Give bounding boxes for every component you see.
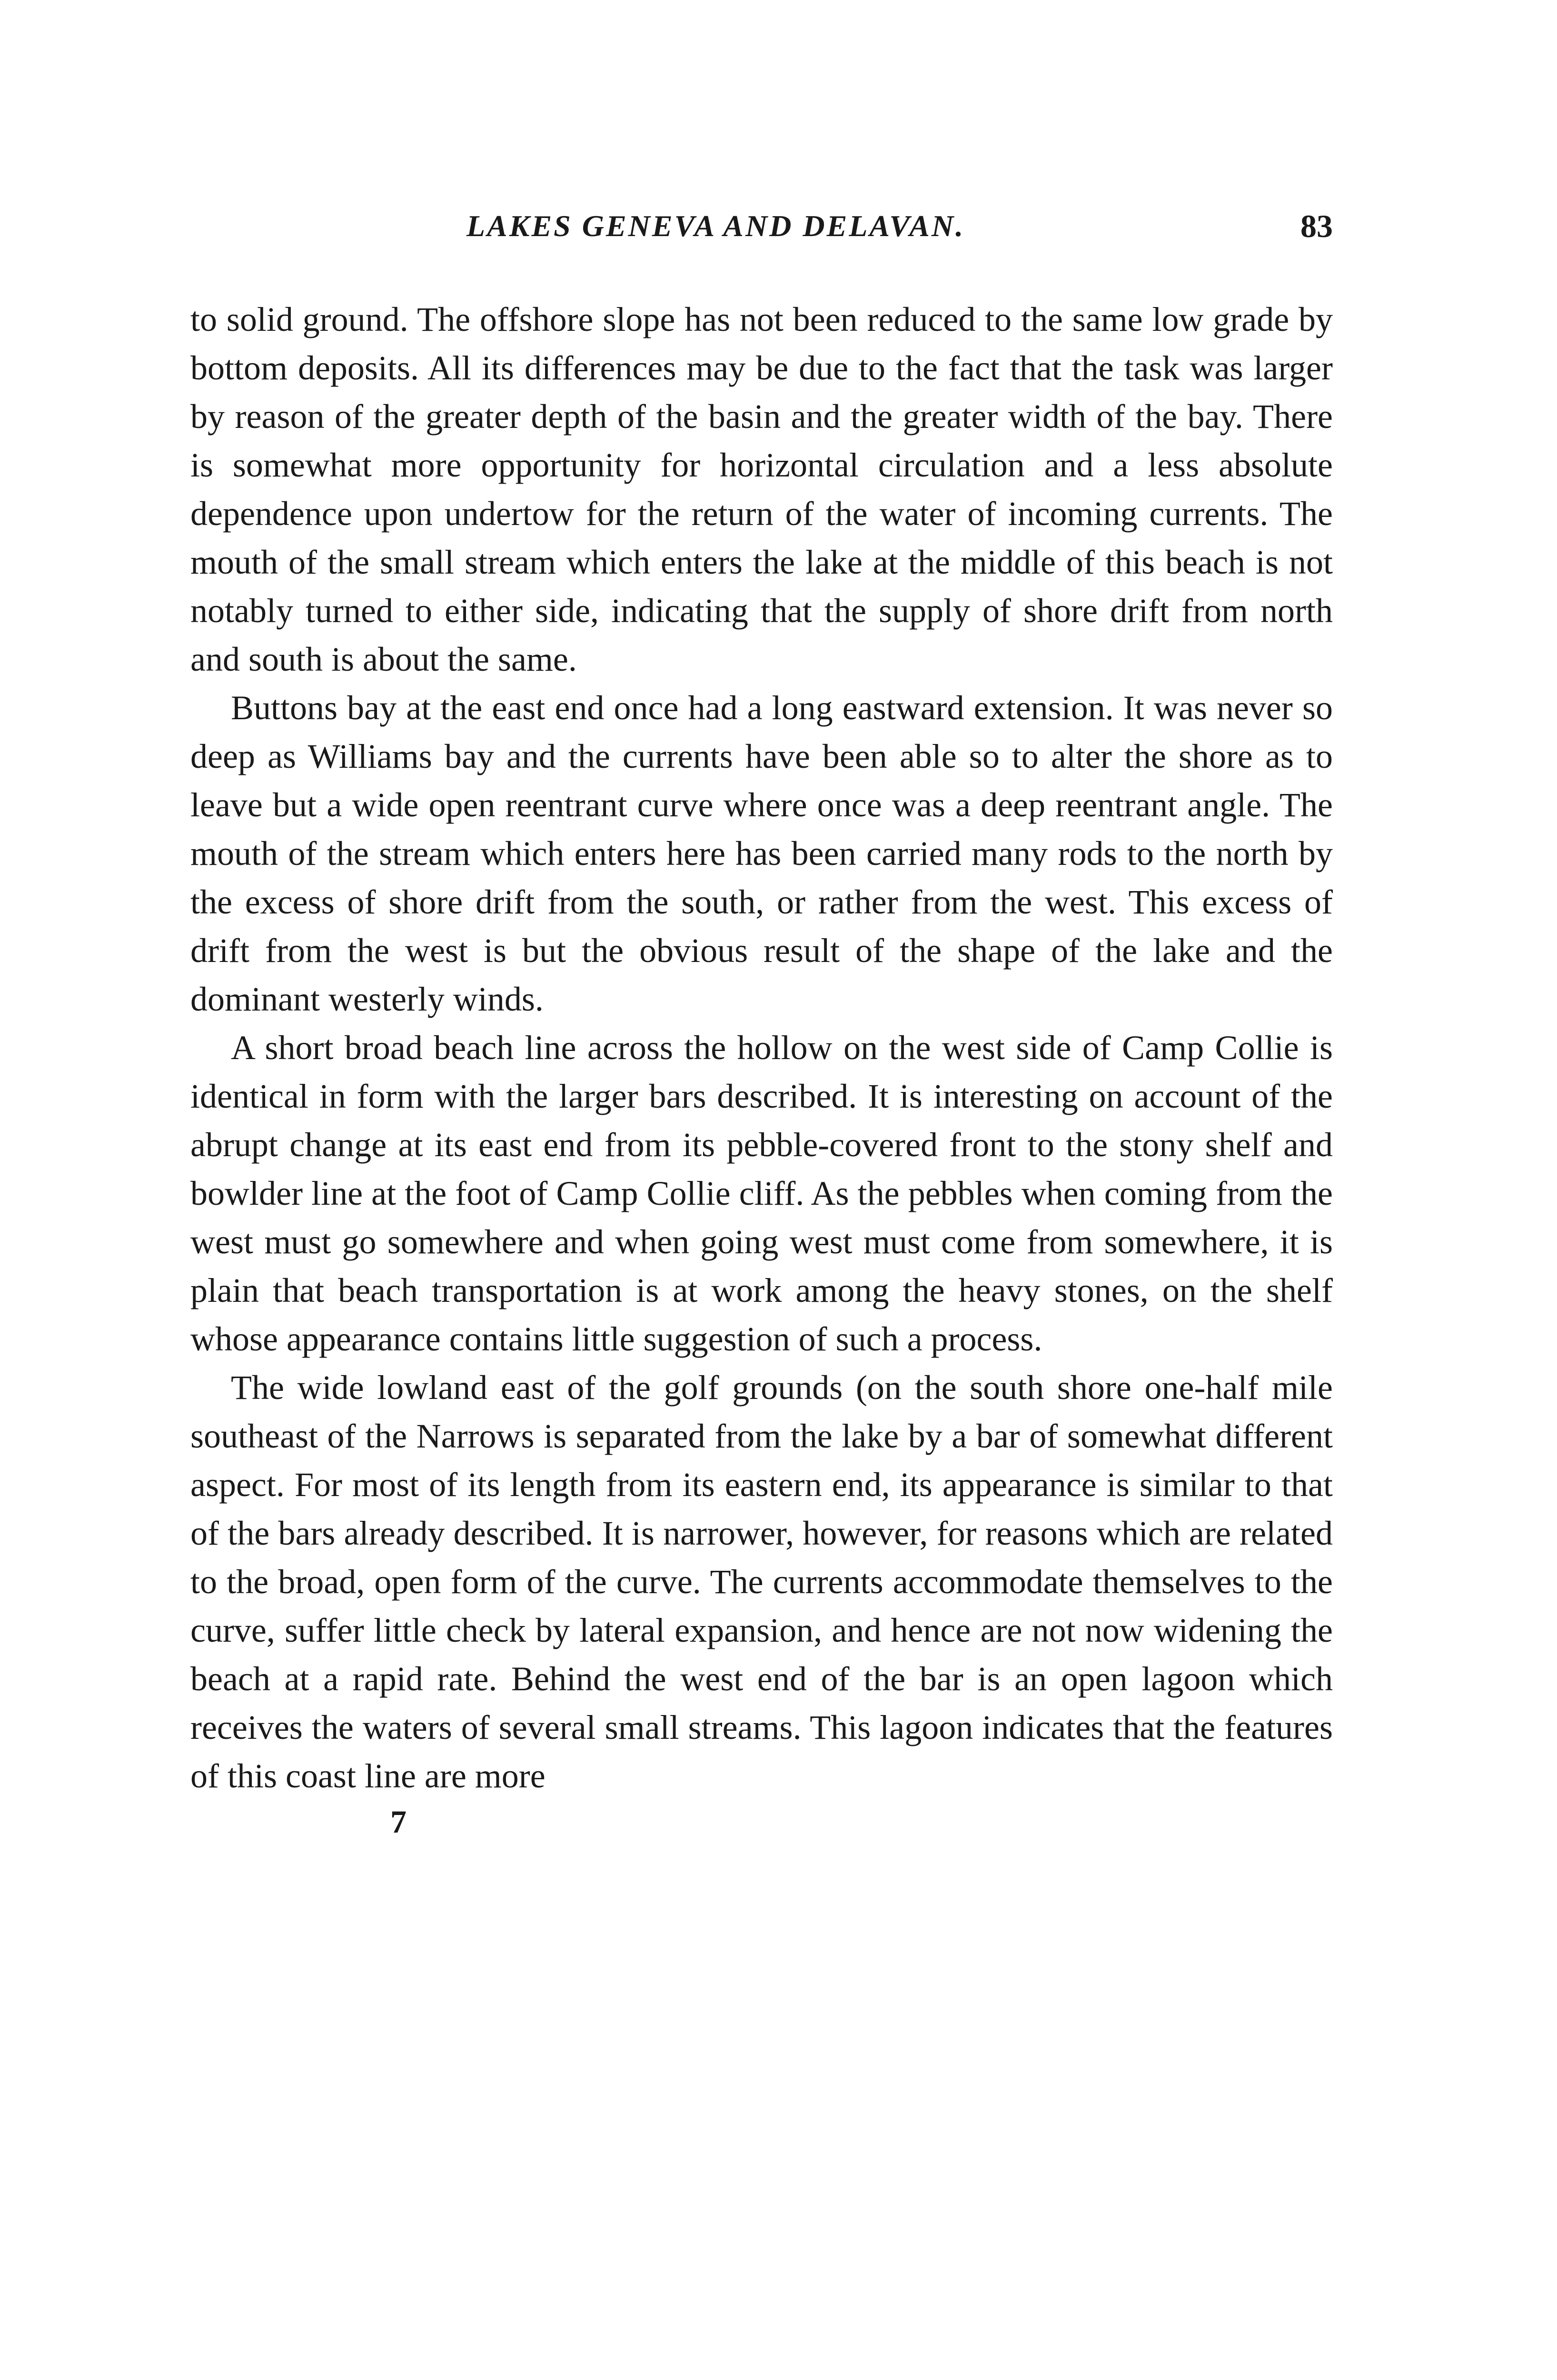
paragraph-buttons-bay: Buttons bay at the east end once had a long eastward extension. It was never so deep as Williams bay and the currents have been able so to alter the shore as to leave but a wide open reentrant curve where once was a deep reentrant angle. The mouth of the stream which enters here has been carried many rods to the north by the excess of shore drift from the south, or rather from the west. This excess of drift from the west is but the obvious result of the shape of the lake and the dominant westerly winds. [190,689,1333,1018]
running-title: LAKES GENEVA AND DELAVAN. [466,209,965,243]
book-page [190,205,1333,1840]
page-number: 83 [1300,208,1333,244]
body-text [190,295,1333,1800]
paragraph-continuation: to solid ground. The offshore slope has not been reduced to the same low grade by bottom deposits. All its differences may be due to the fact that the task was larger by reason of the greater depth of the basin and the greater width of the bay. There is somewhat more opportunity for horizontal circulation and a less absolute dependence upon undertow for the return of the water of incoming currents. The mouth of the small stream which enters the lake at the middle of this beach is not notably turned to either side, indicating that the supply of shore drift from north and south is about the same. [190,300,1333,678]
running-head [190,205,1333,257]
paragraph-golf-grounds: The wide lowland east of the golf grounds (on the south shore one-half mile southeast of the Narrows is separated from the lake by a bar of somewhat different aspect. For most of its length from its eastern end, its appearance is similar to that of the bars already described. It is narrower, however, for reasons which are related to the broad, open form of the curve. The currents accommodate themselves to the curve, suffer little check by lateral expansion, and hence are not now widening the beach at a rapid rate. Behind the west end of the bar is an open lagoon which receives the waters of several small streams. This lagoon indicates that the features of this coast line are more [190,1368,1333,1795]
signature-mark: 7 [390,1804,407,1840]
paragraph-camp-collie: A short broad beach line across the hollow on the west side of Camp Collie is identical in form with the larger bars described. It is interesting on account of the abrupt change at its east end from its pebble-covered front to the stony shelf and bowlder line at the foot of Camp Collie cliff. As the pebbles when coming from the west must go somewhere and when going west must come from somewhere, it is plain that beach transportation is at work among the heavy stones, on the shelf whose appearance contains little suggestion of such a process. [190,1029,1333,1358]
